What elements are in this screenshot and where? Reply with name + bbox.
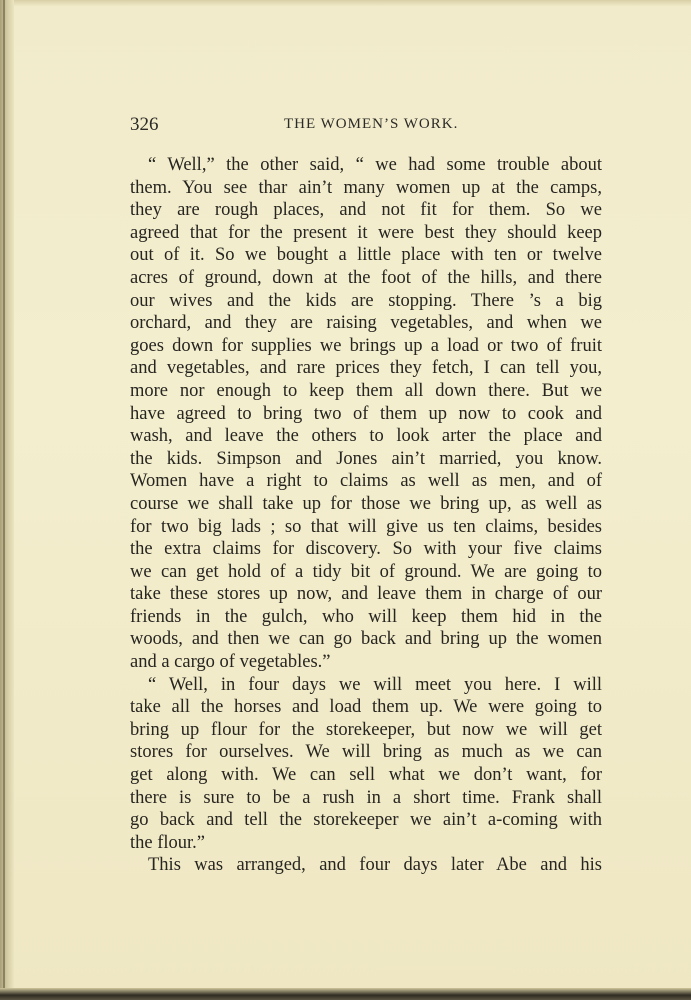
text-line: more nor enough to keep them all down there. But we — [130, 380, 602, 401]
text-line: out of it. So we bought a little place with ten or twelve — [130, 245, 602, 266]
text-line: This was arranged, and four days later Abe and his — [148, 855, 602, 876]
text-line: and a cargo of vegetables.” — [130, 652, 331, 673]
text-line: stores for ourselves. We will bring as much as we can — [130, 742, 602, 763]
text-line: friends in the gulch, who will keep them hid in the — [130, 606, 602, 627]
text-line: take these stores up now, and leave them in charge of our — [130, 584, 602, 605]
spine-line — [3, 0, 5, 1000]
text-line: go back and tell the storekeeper we ain’t a-coming with — [130, 810, 602, 831]
page-header — [130, 114, 602, 138]
text-line: they are rough places, and not fit for them. So we — [130, 200, 602, 221]
text-line: bring up flour for the storekeeper, but now we will get — [130, 719, 602, 740]
text-line: agreed that for the present it were best they should keep — [130, 222, 602, 243]
text-line: the kids. Simpson and Jones ain’t married, you know. — [130, 448, 602, 469]
text-line: wash, and leave the others to look arter the place and — [130, 426, 602, 447]
text-line: “ Well, in four days we will meet you here. I will — [148, 674, 602, 695]
running-title: THE WOMEN’S WORK. — [284, 116, 459, 132]
text-line: goes down for supplies we brings up a load or two of fruit — [130, 335, 602, 356]
text-line: orchard, and they are raising vegetables, and when we — [130, 313, 602, 334]
text-line: them. You see thar ain’t many women up at the camps, — [130, 177, 602, 198]
text-line: woods, and then we can go back and bring up the women — [130, 629, 602, 650]
text-line: there is sure to be a rush in a short time. Frank shall — [130, 787, 602, 808]
text-line: have agreed to bring two of them up now to cook and — [130, 403, 602, 424]
text-line: course we shall take up for those we bring up, as well as — [130, 493, 602, 514]
text-line: “ Well,” the other said, “ we had some trouble about — [148, 155, 602, 175]
text-line: for two big lads ; so that will give us ten claims, besides — [130, 516, 602, 537]
text-line: take all the horses and load them up. We were going to — [130, 697, 602, 718]
text-line: and vegetables, and rare prices they fetch, I can tell you, — [130, 358, 602, 379]
text-line: the extra claims for discovery. So with your five claims — [130, 539, 602, 560]
text-line: get along with. We can sell what we don’t want, for — [130, 765, 602, 786]
text-line: Women have a right to claims as well as men, and of — [130, 471, 602, 492]
top-edge — [14, 0, 691, 6]
text-line: we can get hold of a tidy bit of ground. We are going to — [130, 561, 602, 582]
text-line: acres of ground, down at the foot of the hills, and there — [130, 267, 602, 288]
text-line: the flour.” — [130, 832, 206, 853]
body-text — [130, 154, 602, 877]
text-line: our wives and the kids are stopping. There ’s a big — [130, 290, 602, 311]
bottom-edge — [0, 988, 691, 1000]
page-number: 326 — [130, 114, 159, 135]
